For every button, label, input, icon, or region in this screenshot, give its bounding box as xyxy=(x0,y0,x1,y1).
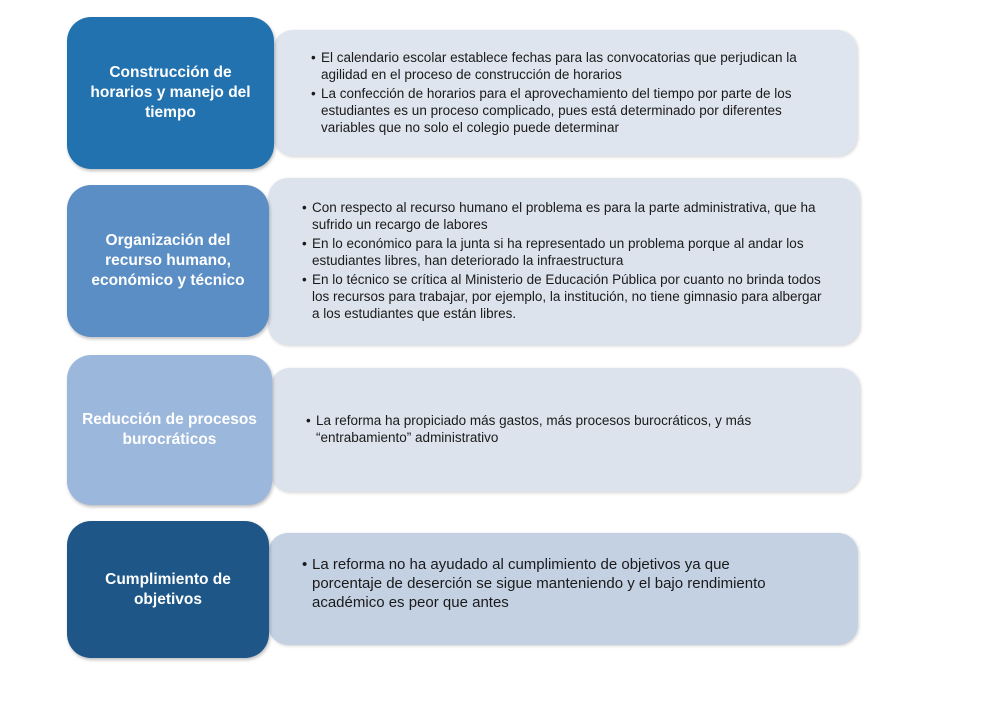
bullet-item: • En lo técnico se crítica al Ministerio de Educación Pública por cuanto no brinda todos los recursos para trabajar, por ejemplo, la institución, no tiene gimnasio para albergar a los estudiantes que están libres. xyxy=(302,271,824,322)
bullet-item: • La confección de horarios para el aprovechamiento del tiempo por parte de los estudiantes es un proceso complicado, pues está determinado por diferentes variables que no solo el colegio puede determinar xyxy=(311,85,827,136)
content-box-organizacion xyxy=(268,178,860,345)
label-box-cumplimiento: Cumplimiento de objetivos xyxy=(67,521,269,658)
content-box-reduccion xyxy=(270,368,860,492)
bullet-item: • La reforma ha propiciado más gastos, más procesos burocráticos, y más “entrabamiento” administrativo xyxy=(306,412,800,446)
content-box-horarios xyxy=(273,30,857,156)
label-box-horarios: Construcción de horarios y manejo del tiempo xyxy=(67,17,274,169)
bullet-item: • Con respecto al recurso humano el problema es para la parte administrativa, que ha sufrido un recargo de labores xyxy=(302,199,824,233)
label-box-reduccion: Reducción de procesos burocráticos xyxy=(67,355,272,505)
bullet-item: • La reforma no ha ayudado al cumplimiento de objetivos ya que porcentaje de deserción se sigue manteniendo y el bajo rendimiento académico es peor que antes xyxy=(302,555,788,612)
bullet-item: • El calendario escolar establece fechas para las convocatorias que perjudican la agilidad en el proceso de construcción de horarios xyxy=(311,49,827,83)
label-box-organizacion: Organización del recurso humano, económico y técnico xyxy=(67,185,269,337)
content-box-cumplimiento xyxy=(268,533,858,645)
bullet-item: • En lo económico para la junta si ha representado un problema porque al andar los estudiantes libres, han deteriorado la infraestructura xyxy=(302,235,824,269)
